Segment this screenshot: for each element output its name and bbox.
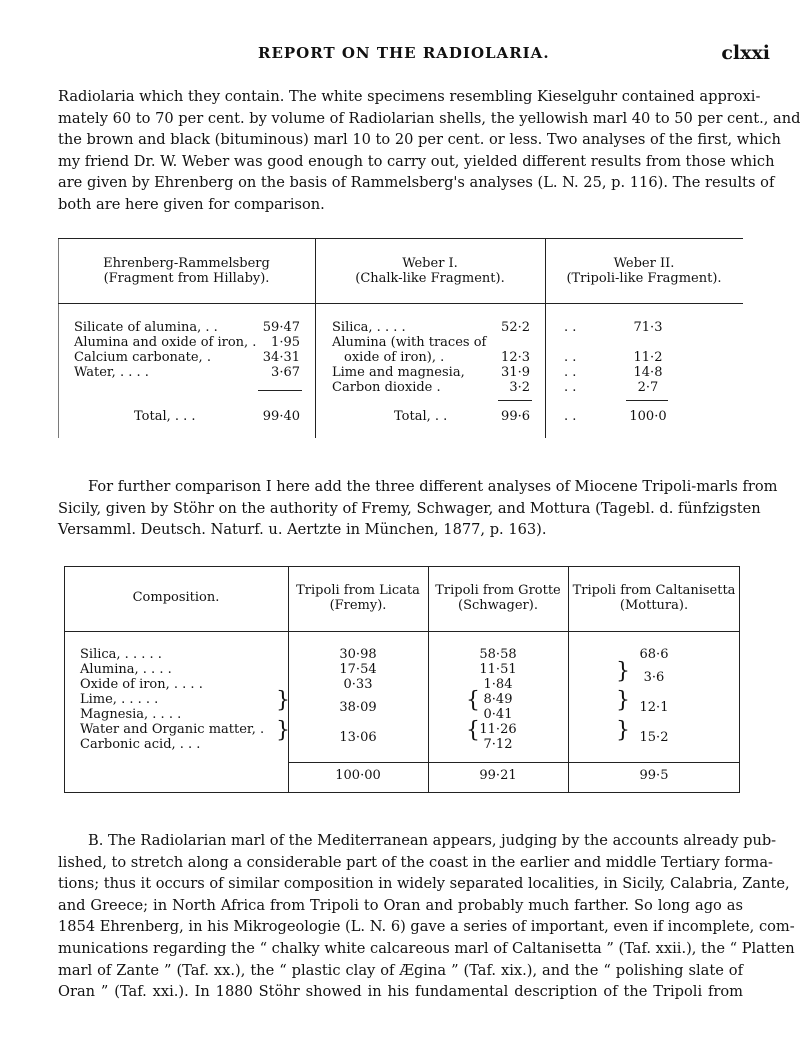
running-title: REPORT ON THE RADIOLARIA. <box>258 44 550 62</box>
value-cell: 71·3 <box>633 320 663 335</box>
brace-grotte-2: } <box>466 718 480 743</box>
analysis-table-2 <box>64 566 740 796</box>
analysis-table-1 <box>58 238 743 443</box>
grotte-total: 99·21 <box>479 768 517 783</box>
text-line: Versamml. Deutsch. Naturf. u. Aertzte in München, 1877, p. 163). <box>58 521 547 539</box>
text-line: Oran ” (Taf. xxi.). In 1880 Stöhr showed in his fundamental description of the Tripoli from <box>58 983 743 1001</box>
row-label: Water and Organic matter, . <box>80 722 265 737</box>
text-line: B. The Radiolarian marl of the Mediterranean appears, judging by the accounts already pub- <box>88 832 777 849</box>
brace-caltanisetta-1: } <box>616 659 630 684</box>
row-label: Alumina, . . . . <box>80 662 172 677</box>
row-label: Silica, . . . . <box>332 320 406 335</box>
row-label: Water, . . . . <box>74 365 149 380</box>
col1-labels <box>74 320 256 380</box>
row-label: Magnesia, . . . . <box>80 707 182 722</box>
value-cell: 59·47 <box>262 320 300 335</box>
total-value-3: 100·0 <box>629 409 667 424</box>
value-cell: 58·58 <box>479 647 517 662</box>
licata-values <box>288 647 428 692</box>
col-header-line: Weber I. <box>402 256 458 271</box>
col3-dots <box>564 320 576 395</box>
page-number: clxxi <box>721 42 770 64</box>
row-label: oxide of iron), . <box>344 350 445 365</box>
row-label: Alumina and oxide of iron, . <box>74 335 257 350</box>
value-cell: 30·98 <box>339 647 377 662</box>
col-header-ehrenberg <box>58 256 315 286</box>
col1-values <box>248 320 300 380</box>
text-line: and Greece; in North Africa from Tripoli to Oran and probably much farther. So long ago as <box>58 896 743 914</box>
value-cell: 3·67 <box>271 365 300 380</box>
caltanisetta-lime-magnesia: 12·1 <box>639 700 669 715</box>
col-header-line: Weber II. <box>613 256 675 271</box>
row-label: Alumina (with traces of <box>332 335 487 350</box>
col-header-line: (Fragment from Hillaby). <box>103 271 270 286</box>
col2-values <box>488 320 530 395</box>
leader-dots: . . <box>564 350 577 365</box>
value-cell: 2·7 <box>637 380 659 395</box>
leader-dots: . . <box>564 365 577 380</box>
paragraph-comparison <box>58 476 778 541</box>
text-line: the brown and black (bituminous) marl 10 to 20 per cent. or less. Two analyses of the first, which <box>58 131 781 149</box>
value-cell: 17·54 <box>339 662 377 677</box>
text-line: lished, to stretch along a considerable part of the coast in the earlier and middle Tertiary forma- <box>58 853 773 871</box>
row-label: Lime and magnesia, <box>332 365 465 380</box>
col3-values <box>618 320 678 395</box>
caltanisetta-water-carbonic: 15·2 <box>639 730 669 745</box>
col-header-line: (Tripoli-like Fragment). <box>566 271 722 286</box>
brace-caltanisetta-3: } <box>616 718 630 743</box>
value-cell: 3·2 <box>509 380 530 395</box>
value-cell: 31·9 <box>501 365 530 380</box>
col-header-line: (Chalk-like Fragment). <box>355 271 505 286</box>
paragraph-intro <box>58 86 800 216</box>
header-line: Tripoli from Caltanisetta <box>572 583 736 598</box>
value-cell <box>618 335 678 350</box>
row-label: Carbon dioxide . <box>332 380 441 395</box>
header-line: (Fremy). <box>329 598 387 613</box>
licata-value-lime-magnesia: 38·09 <box>339 700 377 715</box>
total-value-2: 99·6 <box>501 409 530 424</box>
col-header-weber-1 <box>315 256 545 286</box>
value-cell: 34·31 <box>262 350 300 365</box>
brace-water-carbonic: } <box>276 718 290 743</box>
total-label-2: Total, . . <box>394 409 448 424</box>
text-line: 1854 Ehrenberg, in his Mikrogeologie (L. N. 6) gave a series of important, even if incomplete, com- <box>58 918 795 936</box>
row-label: Silicate of alumina, . . <box>74 320 218 335</box>
row-label: Silica, . . . . . <box>80 647 162 662</box>
row-label: Oxide of iron, . . . . <box>80 677 203 692</box>
leader-dots: . . <box>564 380 577 395</box>
licata-total: 100·00 <box>335 768 381 783</box>
leader-dots <box>564 335 576 350</box>
leader-dots: . . <box>564 320 577 335</box>
running-header <box>0 44 800 66</box>
caltanisetta-total: 99·5 <box>639 768 669 783</box>
text-line: For further comparison I here add the three different analyses of Miocene Tripoli-marls from <box>88 478 778 495</box>
licata-value-water-carbonic: 13·06 <box>339 730 377 745</box>
brace-caltanisetta-2: } <box>616 688 630 713</box>
total-label-1: Total, . . . <box>134 409 196 424</box>
value-cell: 0·33 <box>343 677 373 692</box>
total-value-1: 99·40 <box>262 409 300 424</box>
col-header-weber-2 <box>545 256 743 286</box>
text-line: Sicily, given by Stöhr on the authority of Fremy, Schwager, and Mottura (Tagebl. d. fünfzigsten <box>58 499 761 517</box>
text-line: are given by Ehrenberg on the basis of Rammelsberg's analyses (L. N. 25, p. 116). The results of <box>58 174 775 192</box>
value-cell: 12·3 <box>501 350 530 365</box>
col-header-line: Ehrenberg-Rammelsberg <box>103 256 270 271</box>
row-label: Calcium carbonate, . <box>74 350 211 365</box>
text-line: munications regarding the “ chalky white calcareous marl of Caltanisetta ” (Taf. xxii.), the “ Platten <box>58 939 795 957</box>
total-dots-3: . . <box>564 409 577 424</box>
caltanisetta-alumina-iron: 3·6 <box>643 670 665 685</box>
text-line: marl of Zante ” (Taf. xx.), the “ plastic clay of Ægina ” (Taf. xix.), and the “ polishing slate of <box>58 961 743 979</box>
header-caltanisetta <box>568 583 740 613</box>
col2-labels <box>332 320 486 395</box>
paragraph-mediterranean <box>58 830 795 1003</box>
value-cell: 11·51 <box>479 662 517 677</box>
header-composition: Composition. <box>132 590 220 605</box>
caltanisetta-silica: 68·6 <box>639 647 669 662</box>
value-cell: 8·49 <box>483 692 513 707</box>
row-label: Lime, . . . . . <box>80 692 159 707</box>
text-line: tions; thus it occurs of similar composition in widely separated localities, in Sicily, Calabria, Zante, <box>58 875 790 893</box>
text-line: both are here given for comparison. <box>58 195 325 213</box>
value-cell: 1·84 <box>483 677 513 692</box>
header-line: Tripoli from Grotte <box>435 583 561 598</box>
value-cell: 0·41 <box>483 707 513 722</box>
grotte-values <box>428 647 568 752</box>
row-label: Carbonic acid, . . . <box>80 737 201 752</box>
brace-lime-magnesia: } <box>276 688 290 713</box>
header-line: Tripoli from Licata <box>296 583 420 598</box>
brace-grotte-1: } <box>466 688 480 713</box>
value-cell: 14·8 <box>633 365 663 380</box>
value-cell: 7·12 <box>483 737 513 752</box>
text-line: my friend Dr. W. Weber was good enough to carry out, yielded different results from those which <box>58 152 775 170</box>
text-line: mately 60 to 70 per cent. by volume of Radiolarian shells, the yellowish marl 40 to 50 per cent., and <box>58 109 800 127</box>
header-line: (Schwager). <box>458 598 538 613</box>
text-line: Radiolaria which they contain. The white specimens resembling Kieselguhr contained approxi- <box>58 88 761 105</box>
header-grotte <box>428 583 568 613</box>
header-line: (Mottura). <box>619 598 689 613</box>
value-cell <box>488 335 530 350</box>
value-cell: 11·2 <box>633 350 663 365</box>
value-cell: 11·26 <box>479 722 517 737</box>
value-cell: 1·95 <box>271 335 300 350</box>
header-licata <box>288 583 428 613</box>
composition-labels <box>80 647 264 752</box>
value-cell: 52·2 <box>501 320 530 335</box>
